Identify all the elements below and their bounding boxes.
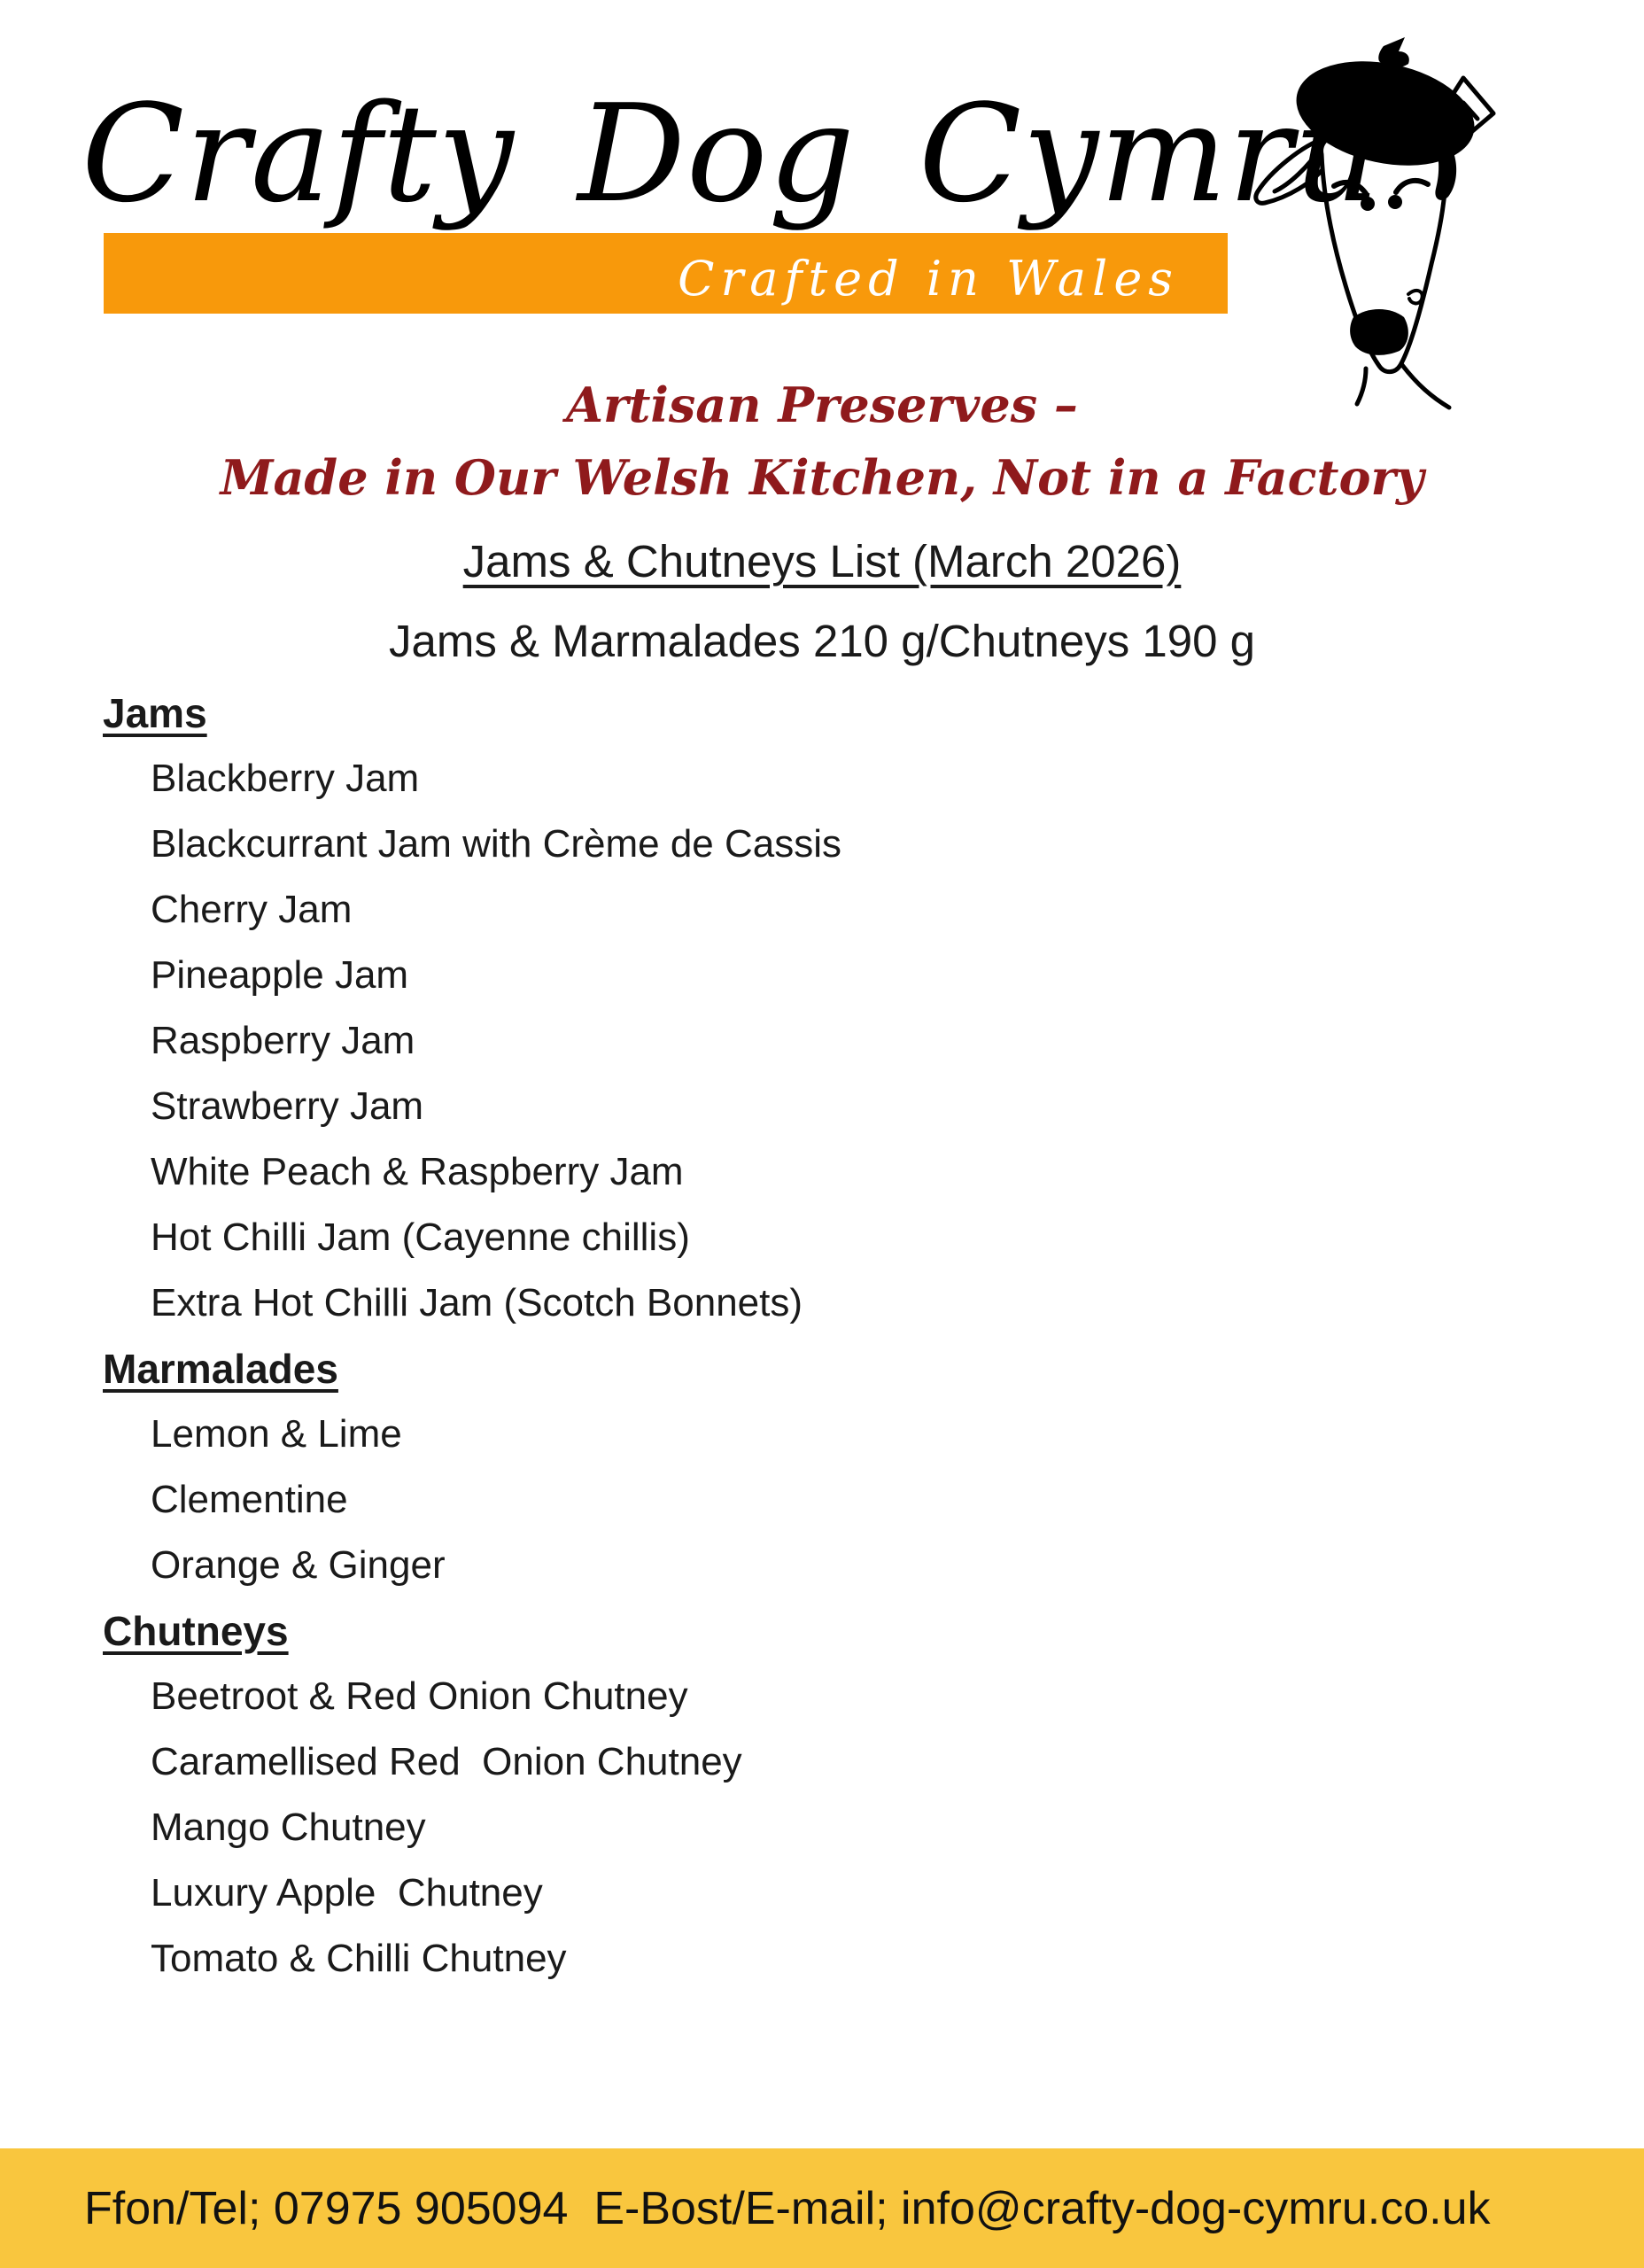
- list-item: Tomato & Chilli Chutney: [151, 1937, 567, 1980]
- contact-info: Ffon/Tel; 07975 905094 E-Bost/E-mail; info@crafty-dog-cymru.co.uk: [84, 2182, 1491, 2234]
- jar-sizes-line: Jams & Marmalades 210 g/Chutneys 190 g: [388, 616, 1255, 666]
- list-item: Orange & Ginger: [151, 1543, 446, 1587]
- tagline-artisan-preserves: Artisan Preserves –: [566, 377, 1078, 433]
- list-item: Luxury Apple Chutney: [151, 1871, 543, 1915]
- list-item: Clementine: [151, 1478, 348, 1521]
- section-heading-marmalades: Marmalades: [103, 1346, 338, 1392]
- section-heading-chutneys: Chutneys: [103, 1608, 289, 1654]
- list-item: Extra Hot Chilli Jam (Scotch Bonnets): [151, 1281, 803, 1324]
- crafted-in-wales-banner: [104, 233, 1228, 314]
- list-item: Lemon & Lime: [151, 1412, 402, 1456]
- section-heading-jams: Jams: [103, 690, 207, 736]
- list-item: Hot Chilli Jam (Cayenne chillis): [151, 1216, 690, 1259]
- contact-footer-bar: [0, 2148, 1644, 2268]
- banner-text: Crafted in Wales: [678, 251, 1179, 307]
- list-item: Blackberry Jam: [151, 757, 420, 800]
- list-item: Cherry Jam: [151, 888, 353, 931]
- product-list: [0, 680, 1644, 1992]
- list-title: Jams & Chutneys List (March 2026): [462, 536, 1182, 586]
- list-item: Pineapple Jam: [151, 953, 409, 997]
- list-item: Caramellised Red Onion Chutney: [151, 1740, 742, 1783]
- list-item: Mango Chutney: [151, 1806, 426, 1849]
- list-item: Strawberry Jam: [151, 1084, 424, 1128]
- list-item: Raspberry Jam: [151, 1019, 415, 1062]
- logo-wordmark: Crafty Dog Cymru: [81, 75, 1381, 232]
- list-item: Beetroot & Red Onion Chutney: [151, 1674, 688, 1718]
- list-item: White Peach & Raspberry Jam: [151, 1150, 684, 1193]
- tagline-made-in-welsh-kitchen: Made in Our Welsh Kitchen, Not in a Factory: [220, 449, 1424, 506]
- list-item: Blackcurrant Jam with Crème de Cassis: [151, 822, 842, 866]
